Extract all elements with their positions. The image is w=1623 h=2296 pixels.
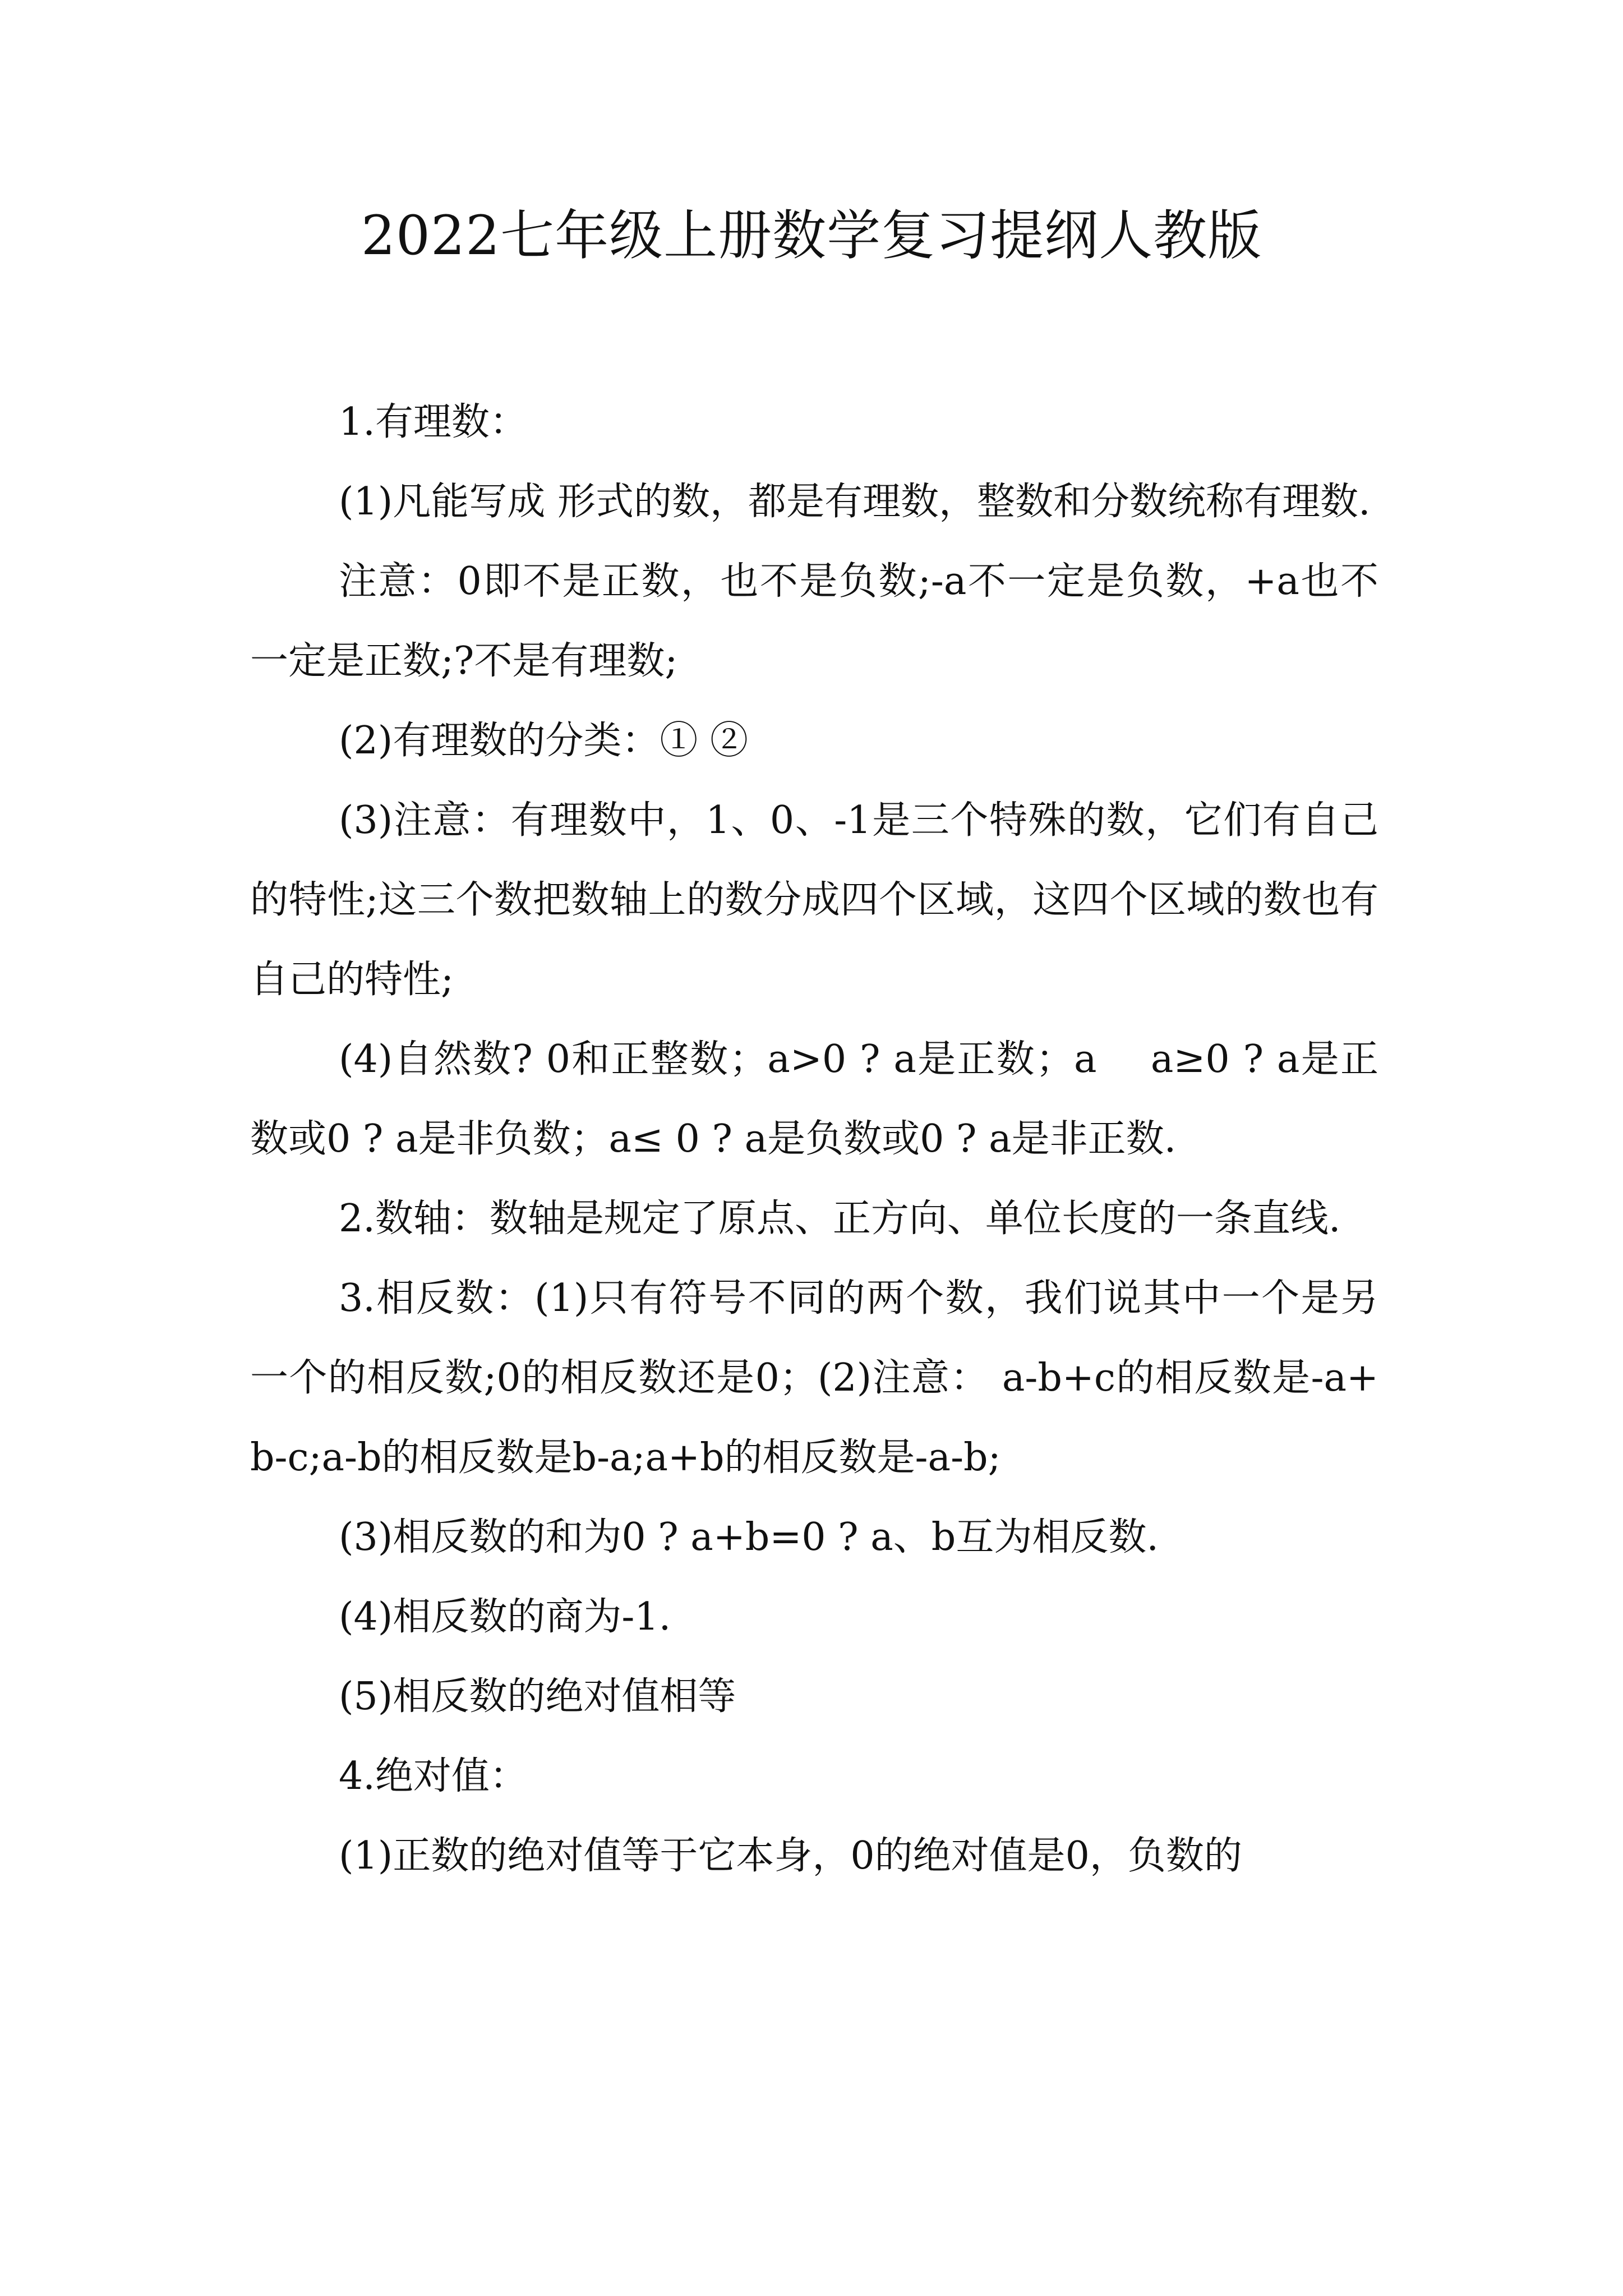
document-body <box>250 383 1378 1896</box>
paragraph-special-numbers: (3)注意：有理数中，1、0、-1是三个特殊的数，它们有自己的特性;这三个数把数轴上的数分成四个区域，这四个区域的数也有自己的特性; <box>250 798 1378 1002</box>
paragraph-rational-classification: (2)有理数的分类：① ② <box>339 719 748 763</box>
paragraph-number-line: 2.数轴：数轴是规定了原点、正方向、单位长度的一条直线. <box>339 1197 1341 1241</box>
paragraph-opposite-quotient: (4)相反数的商为-1. <box>339 1595 671 1639</box>
paragraph-rational-definition: (1)凡能写成 形式的数，都是有理数，整数和分数统称有理数. <box>339 480 1371 524</box>
paragraph-rational-heading: 1.有理数： <box>339 400 528 444</box>
paragraph-absolute-definition: (1)正数的绝对值等于它本身，0的绝对值是0，负数的 <box>339 1834 1242 1878</box>
document-title: 2022七年级上册数学复习提纲人教版 <box>361 204 1262 267</box>
paragraph-absolute-heading: 4.绝对值： <box>339 1754 528 1798</box>
paragraph-rational-note: 注意：0即不是正数，也不是负数;-a不一定是负数，+a也不一定是正数;?不是有理数; <box>250 559 1378 683</box>
paragraph-natural-numbers: (4)自然数? 0和正整数；a>0 ? a是正数；a a≥0 ? a是正数或0 ? a是非负数；a≤ 0 ? a是负数或0 ? a是非正数. <box>250 1037 1378 1161</box>
paragraph-opposite-sum: (3)相反数的和为0 ? a+b=0 ? a、b互为相反数. <box>339 1515 1159 1559</box>
paragraph-opposite-absolute: (5)相反数的绝对值相等 <box>339 1674 736 1719</box>
paragraph-opposite-numbers: 3.相反数：(1)只有符号不同的两个数，我们说其中一个是另一个的相反数;0的相反数还是0；(2)注意： a-b+c的相反数是-a+b-c;a-b的相反数是b-a;a+b的相反数是-a-b; <box>250 1276 1378 1480</box>
